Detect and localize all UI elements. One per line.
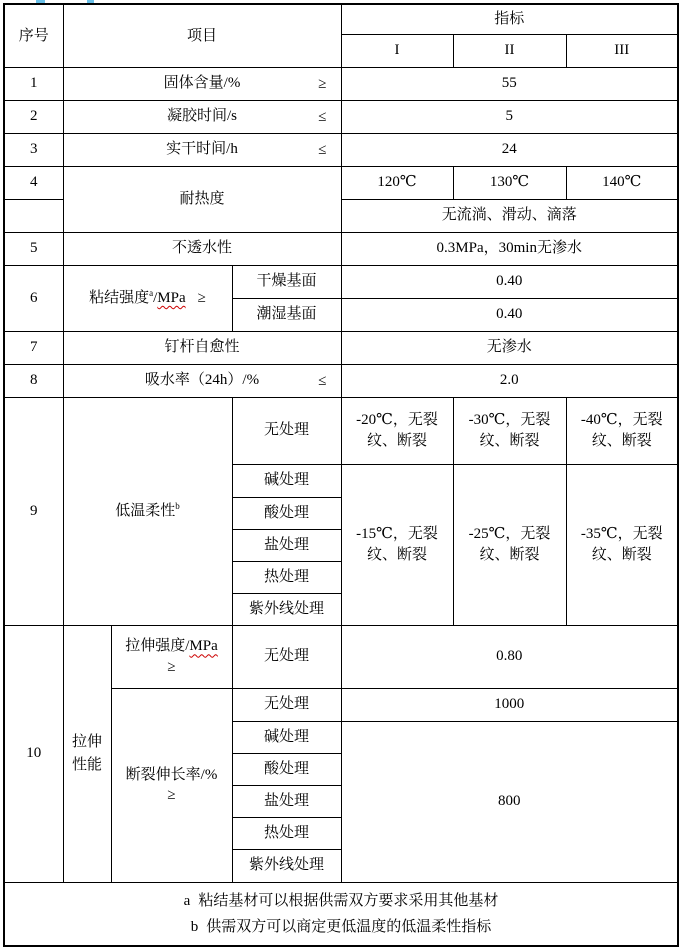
row3-label: 实干时间/h bbox=[166, 141, 238, 158]
row3-item bbox=[63, 133, 341, 166]
row9-untreated-value-2: -30℃，无裂纹、断裂 bbox=[453, 397, 566, 464]
row4-temp-3: 140℃ bbox=[566, 166, 678, 199]
row5-value: 0.3MPa，30min无渗水 bbox=[341, 232, 678, 265]
row9-untreated-value-3: -40℃，无裂纹、断裂 bbox=[566, 397, 678, 464]
row4-item: 耐热度 bbox=[63, 166, 341, 232]
row3-symbol: ≤ bbox=[318, 141, 327, 158]
row9-treatment-heat: 热处理 bbox=[232, 561, 341, 593]
row10-elongation-symbol: ≥ bbox=[167, 787, 176, 803]
row1-no: 1 bbox=[4, 67, 63, 100]
row2-no: 2 bbox=[4, 100, 63, 133]
row6-slash: / bbox=[153, 289, 158, 306]
row9-treatment-none: 无处理 bbox=[232, 397, 341, 464]
row2-symbol: ≤ bbox=[318, 108, 327, 125]
header-grade-2: II bbox=[453, 34, 566, 67]
row7-no: 7 bbox=[4, 331, 63, 364]
row4-temp-2: 130℃ bbox=[453, 166, 566, 199]
row4-no-empty bbox=[4, 199, 63, 232]
row6-label: 粘结强度 bbox=[89, 289, 150, 306]
row9-treatment-alkali: 碱处理 bbox=[232, 464, 341, 497]
footnote-a-marker: a bbox=[183, 892, 191, 909]
row8-label: 吸水率（24h）/% bbox=[144, 372, 260, 389]
row9-untreated-value-1: -20℃，无裂纹、断裂 bbox=[341, 397, 453, 464]
row9-treatment-salt: 盐处理 bbox=[232, 529, 341, 561]
row7-value: 无渗水 bbox=[341, 331, 678, 364]
row9-treated-value-1: -15℃，无裂纹、断裂 bbox=[341, 464, 453, 625]
row10-elongation-treatment-none: 无处理 bbox=[232, 688, 341, 721]
row8-value: 2.0 bbox=[341, 364, 678, 397]
row10-group bbox=[63, 625, 111, 882]
row10-tensile-symbol: ≥ bbox=[167, 658, 176, 675]
header-no: 序号 bbox=[4, 4, 63, 67]
row9-label: 低温柔性 bbox=[115, 502, 176, 519]
footnote-a-text: 粘结基材可以根据供需双方要求采用其他基材 bbox=[198, 892, 499, 909]
row4-temp-1: 120℃ bbox=[341, 166, 453, 199]
row9-treated-value-3: -35℃，无裂纹、断裂 bbox=[566, 464, 678, 625]
footnote-a bbox=[7, 888, 675, 914]
row8-no: 8 bbox=[4, 364, 63, 397]
row9-no: 9 bbox=[4, 397, 63, 625]
row8-symbol: ≤ bbox=[318, 372, 327, 389]
row10-tensile-value: 0.80 bbox=[341, 625, 678, 688]
row5-no: 5 bbox=[4, 232, 63, 265]
row9-treated-value-2: -25℃，无裂纹、断裂 bbox=[453, 464, 566, 625]
row6-sub-2: 潮湿基面 bbox=[232, 298, 341, 331]
row6-sub-1: 干燥基面 bbox=[232, 265, 341, 298]
row1-symbol: ≥ bbox=[318, 75, 327, 92]
row10-tensile-treatment-none: 无处理 bbox=[232, 625, 341, 688]
row10-tensile-label: 拉伸强度 bbox=[125, 638, 186, 655]
row6-value-1: 0.40 bbox=[341, 265, 678, 298]
row10-tensile-slash: / bbox=[185, 638, 190, 655]
spec-table bbox=[3, 3, 679, 947]
row9-treatment-acid: 酸处理 bbox=[232, 497, 341, 529]
row2-item bbox=[63, 100, 341, 133]
row8-item bbox=[63, 364, 341, 397]
row10-elongation-label: 断裂伸长率/% bbox=[125, 766, 218, 783]
footnote-b-text: 供需双方可以商定更低温度的低温柔性指标 bbox=[206, 918, 492, 935]
row7-item: 钉杆自愈性 bbox=[63, 331, 341, 364]
row6-no: 6 bbox=[4, 265, 63, 331]
row9-treatment-uv: 紫外线处理 bbox=[232, 593, 341, 625]
row1-label: 固体含量/% bbox=[163, 75, 241, 92]
row10-elongation-treatment-alkali: 碱处理 bbox=[232, 721, 341, 753]
row3-no: 3 bbox=[4, 133, 63, 166]
row10-elongation-item bbox=[111, 688, 232, 882]
row10-elongation-untreated-value: 1000 bbox=[341, 688, 678, 721]
row9-footnote-sup: b bbox=[175, 500, 180, 511]
row10-elongation-treatment-heat: 热处理 bbox=[232, 817, 341, 849]
row2-value: 5 bbox=[341, 100, 678, 133]
row6-item bbox=[63, 265, 232, 331]
row5-item: 不透水性 bbox=[63, 232, 341, 265]
row4-result: 无流淌、滑动、滴落 bbox=[341, 199, 678, 232]
footnotes bbox=[4, 882, 678, 946]
row10-elongation-treatment-acid: 酸处理 bbox=[232, 753, 341, 785]
row10-elongation-treatment-salt: 盐处理 bbox=[232, 785, 341, 817]
row10-elongation-treatment-uv: 紫外线处理 bbox=[232, 849, 341, 882]
row10-elongation-treated-value: 800 bbox=[341, 721, 678, 882]
row4-no: 4 bbox=[4, 166, 63, 199]
row1-item bbox=[63, 67, 341, 100]
row10-tensile-unit: MPa bbox=[189, 638, 218, 655]
row6-symbol: ≥ bbox=[197, 289, 206, 306]
header-index: 指标 bbox=[341, 4, 678, 34]
row10-group-label: 拉伸性能 bbox=[71, 734, 102, 773]
row9-item bbox=[63, 397, 232, 625]
footnote-b-marker: b bbox=[190, 918, 199, 935]
header-grade-3: III bbox=[566, 34, 678, 67]
row10-no: 10 bbox=[4, 625, 63, 882]
row3-value: 24 bbox=[341, 133, 678, 166]
row6-unit: MPa bbox=[157, 289, 186, 306]
footnote-b bbox=[7, 914, 675, 940]
row6-footnote-sup: a bbox=[149, 287, 154, 298]
row6-value-2: 0.40 bbox=[341, 298, 678, 331]
header-grade-1: I bbox=[341, 34, 453, 67]
row10-tensile-item bbox=[111, 625, 232, 688]
header-item: 项目 bbox=[63, 4, 341, 67]
row1-value: 55 bbox=[341, 67, 678, 100]
row2-label: 凝胶时间/s bbox=[166, 108, 237, 125]
